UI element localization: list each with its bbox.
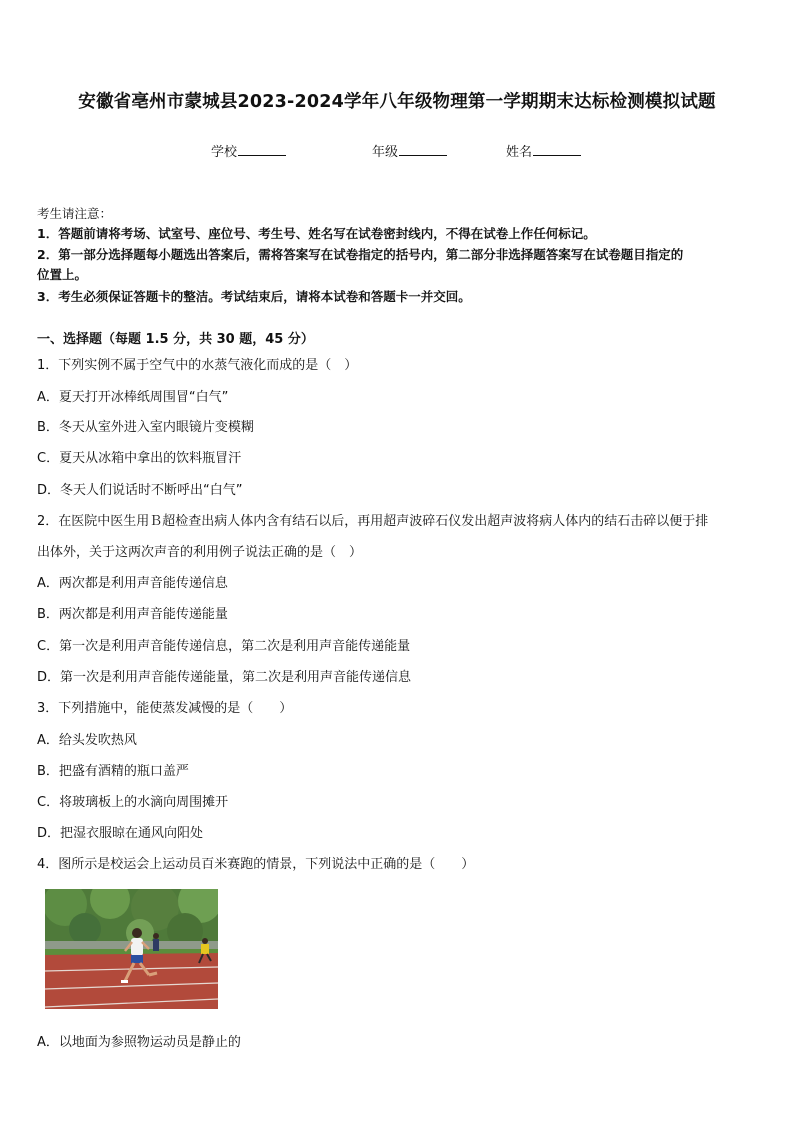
name-label: 姓名: [506, 145, 533, 160]
q3-option-d: D．把湿衣服晾在通风向阳处: [37, 826, 204, 841]
q4-stem: 4．图所示是校运会上运动员百米赛跑的情景，下列说法中正确的是（ ）: [37, 857, 475, 872]
sprint-race-photo: [45, 889, 218, 1009]
q3-option-c: C．将玻璃板上的水滴向周围摊开: [37, 795, 229, 810]
section-heading: 一、选择题（每题 1.5 分，共 30 题，45 分）: [37, 332, 314, 347]
q2-option-c: C．第一次是利用声音能传递信息，第二次是利用声音能传递能量: [37, 639, 411, 654]
grade-label: 年级: [372, 145, 399, 160]
notice-item-3: 3．考生必须保证答题卡的整洁。考试结束后，请将本试卷和答题卡一并交回。: [37, 289, 471, 304]
name-field: [506, 141, 581, 160]
school-field: [211, 141, 286, 160]
q1-stem: 1．下列实例不属于空气中的水蒸气液化而成的是（ ）: [37, 358, 358, 373]
notice-heading: 考生请注意：: [37, 206, 113, 221]
q3-stem: 3．下列措施中，能使蒸发减慢的是（ ）: [37, 701, 293, 716]
q1-option-b: B．冬天从室外进入室内眼镜片变模糊: [37, 420, 254, 435]
name-blank[interactable]: [533, 143, 581, 156]
notice-item-2: 2．第一部分选择题每小题选出答案后，需将答案写在试卷指定的括号内，第二部分非选择题答案写在试卷题目指定的: [37, 247, 684, 262]
q1-option-c: C．夏天从冰箱中拿出的饮料瓶冒汗: [37, 451, 242, 466]
q3-option-b: B．把盛有酒精的瓶口盖严: [37, 764, 189, 779]
q2-stem-cont: 出体外，关于这两次声音的利用例子说法正确的是（ ）: [37, 545, 363, 560]
q1-option-a: A．夏天打开冰棒纸周围冒“白气”: [37, 390, 229, 405]
q2-option-b: B．两次都是利用声音能传递能量: [37, 607, 228, 622]
school-blank[interactable]: [238, 143, 286, 156]
q1-option-d: D．冬天人们说话时不断呼出“白气”: [37, 483, 243, 498]
q3-option-a: A．给头发吹热风: [37, 733, 137, 748]
page-title: 安徽省亳州市蒙城县2023-2024学年八年级物理第一学期期末达标检测模拟试题: [78, 92, 716, 112]
q2-option-a: A．两次都是利用声音能传递信息: [37, 576, 228, 591]
grade-field: [372, 141, 447, 160]
q2-stem: 2．在医院中医生用Ｂ超检查出病人体内含有结石以后，再用超声波碎石仪发出超声波将病人体内的结石击碎以便于排: [37, 514, 709, 529]
school-label: 学校: [211, 145, 238, 160]
notice-item-2-cont: 位置上。: [37, 267, 88, 282]
q2-option-d: D．第一次是利用声音能传递能量，第二次是利用声音能传递信息: [37, 670, 412, 685]
grade-blank[interactable]: [399, 143, 447, 156]
notice-item-1: 1．答题前请将考场、试室号、座位号、考生号、姓名写在试卷密封线内，不得在试卷上作任何标记。: [37, 226, 596, 241]
q4-option-a: A．以地面为参照物运动员是静止的: [37, 1035, 241, 1050]
